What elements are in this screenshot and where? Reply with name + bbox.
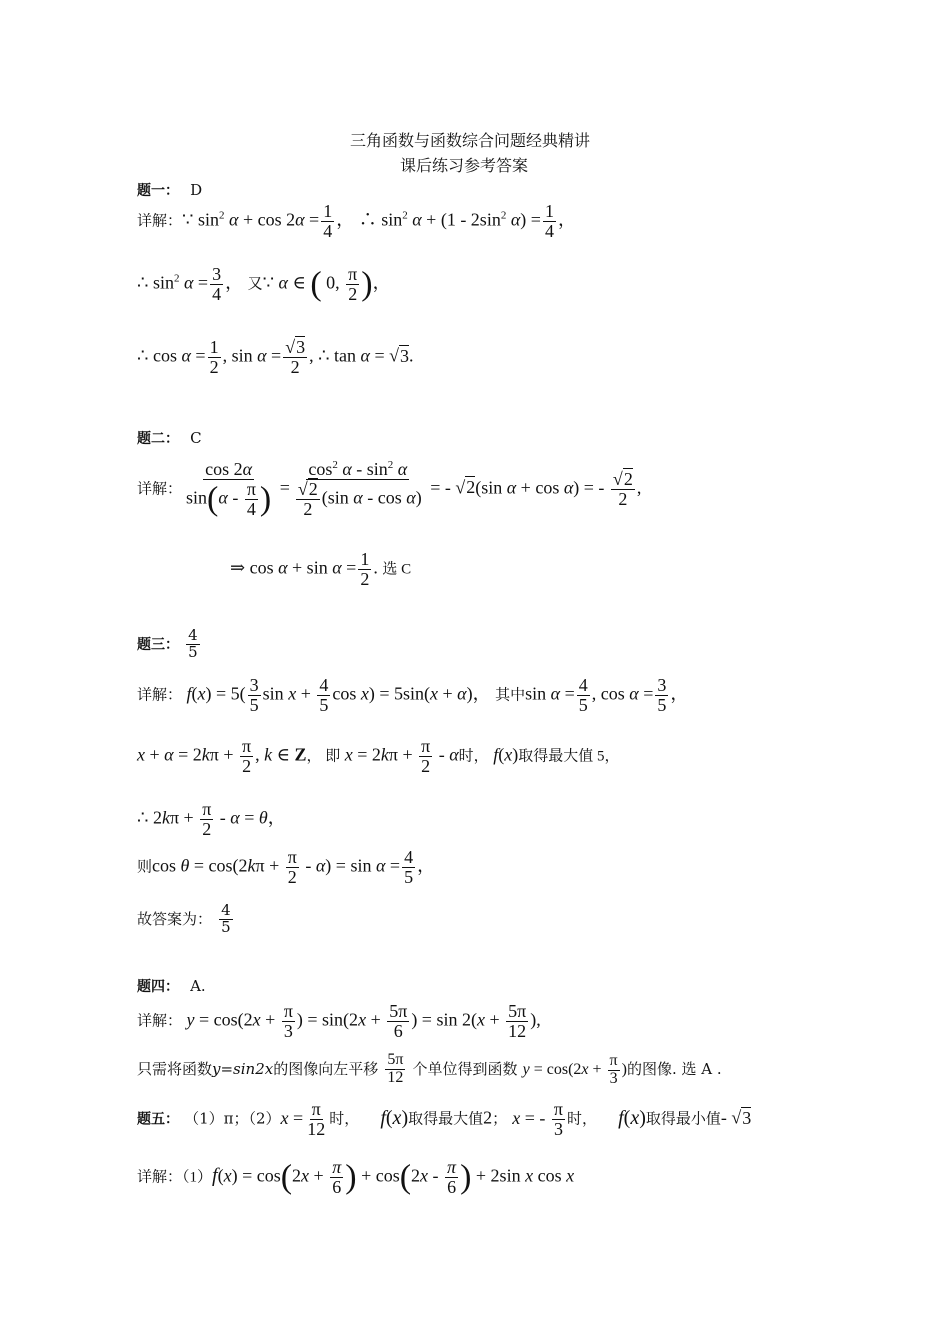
line2-fn: y=sin2x (212, 1059, 274, 1078)
line2-c: 个单位得到函数 (412, 1059, 518, 1078)
question-5-label: 题五： (137, 1111, 179, 1128)
question-1-label: 题一： (137, 183, 179, 199)
question-2-detail-line2: ⇒ cos α + sin α = $\frac{1}{2}$ . 选 C (230, 549, 412, 589)
question-5-header: 题五： （1）π；（2）x = $\frac{\pi}{12}$ 时， f(x)取得最大值2； x = - $\frac{\pi}{3}$ 时， f(x)取得最小值- √3 (137, 1099, 752, 1139)
line2-a: 只需将函数 (137, 1059, 213, 1078)
question-3-detail-line4: 则cos θ = cos(2kπ + $\frac{\pi}{2}$ - α) = sin α = $\frac{4}{5}$ ， (137, 847, 436, 887)
shi2-text: 时， (566, 1109, 597, 1128)
question-4-header (137, 976, 206, 996)
detail-prefix: 详解： (137, 481, 183, 498)
qizhong-text: 其中 (495, 687, 526, 704)
max-text: 取得最大值 5， (518, 748, 620, 765)
question-1-detail-line3: ∴ cos α = $\frac{1}{2}$ , sin α = $\frac{√3}{2}$ , ∴ tan α = √3. (137, 337, 414, 377)
question-4-detail-line2: 只需将函数y=sin2x的图像向左平移 $\frac{5\pi}{12}$ 个单位得到函数 y = cos(2x + $\frac{\pi}{3}$ )的图像. 选 A . (137, 1051, 722, 1087)
question-1-detail-line1: 详解：∵ $\sin^2 \alpha + \cos 2\alpha$ = $\frac{1}{4}$ ， ∴ $\sin^2 \alpha + (1 - 2\sin^2$ α) = $\frac{1}{4}$ ， (137, 201, 576, 241)
page-title: 三角函数与函数综合问题经典精讲 (350, 131, 591, 150)
detail-prefix: 详解： (137, 687, 183, 704)
question-2-detail-line1: 详解： cos 2α sin(α - $\frac{\pi}{4}$ ) = $\cos^2 \alpha - \sin^2 \alpha$ $\frac{√2}{2}$ (sin α - cos α) = - √2(sin α + cos α) = - $\frac{√2}{2}$ , (137, 459, 642, 519)
question-1-detail-line2: ∴ $\sin^2 \alpha$ = $\frac{3}{4}$ ， 又∵ α ∈ ( 0, $\frac{\pi}{2}$ )， (137, 264, 391, 304)
min-text: 取得最小值 (645, 1109, 721, 1128)
final-prefix: 故答案为： (137, 909, 213, 928)
ji-text: ， 即 (306, 748, 341, 765)
question-5-detail-line1: 详解：（1）f(x) = cos(2x + $\frac{\pi}{6}$ ) + cos(2x - $\frac{\pi}{6}$ ) + 2sin x cos x (137, 1157, 575, 1197)
ze-text: 则 (137, 859, 153, 876)
question-4-label: 题四： (137, 979, 179, 995)
question-2-answer: C (190, 429, 202, 447)
question-5-part1: （1）π；（2） (184, 1109, 281, 1128)
shi1-text: 时， (329, 1109, 360, 1128)
final-answer: $\frac{4}{5}$ (221, 901, 231, 936)
question-3-header (137, 628, 202, 661)
max-val: 2 (483, 1107, 493, 1128)
line2-b: 的图像向左平移 (273, 1059, 379, 1078)
question-2-label: 题二： (137, 431, 179, 447)
choose-text: 选 C (382, 561, 412, 578)
page-subtitle: 课后练习参考答案 (400, 156, 529, 175)
question-1-header (137, 180, 202, 200)
question-3-answer: $\frac{4}{5}$ (188, 626, 198, 661)
shi-text: 时， (458, 748, 489, 765)
you-text: 又 (247, 276, 263, 293)
question-3-detail-line2: x + α = 2kπ + $\frac{\pi}{2}$ , k ∈ Z， 即 x = 2kπ + $\frac{\pi}{2}$ - α时， f(x)取得最大值 5， (137, 736, 620, 776)
semi-text: ； (492, 1109, 508, 1128)
detail-prefix: 详解： (137, 1013, 183, 1030)
question-3-label: 题三： (137, 636, 179, 653)
question-3-final (137, 903, 235, 936)
line2-d: 的图像. 选 A . (626, 1059, 722, 1078)
question-3-detail-line1: 详解： f(x) = 5( $\frac{3}{5}$ sin x + $\frac{4}{5}$ cos x) = 5sin(x + α)， 其中sin α = $\frac{4}{5}$ , cos α = $\frac{3}{5}$ ， (137, 675, 689, 715)
question-3-detail-line3: ∴ 2kπ + $\frac{\pi}{2}$ - α = θ， (137, 799, 286, 839)
question-2-header (137, 428, 202, 448)
detail-prefix: 详解： (137, 213, 183, 230)
max-text: 取得最大值 (408, 1109, 484, 1128)
question-4-answer: A. (190, 977, 206, 995)
question-4-detail-line1: 详解： y = cos(2x + $\frac{\pi}{3}$ ) = sin(2x + $\frac{5\pi}{6}$ ) = sin 2(x + $\frac{5\pi}{12}$ ), (137, 1001, 541, 1041)
question-1-answer: D (190, 181, 203, 199)
detail-prefix: 详解：（1） (137, 1169, 213, 1186)
